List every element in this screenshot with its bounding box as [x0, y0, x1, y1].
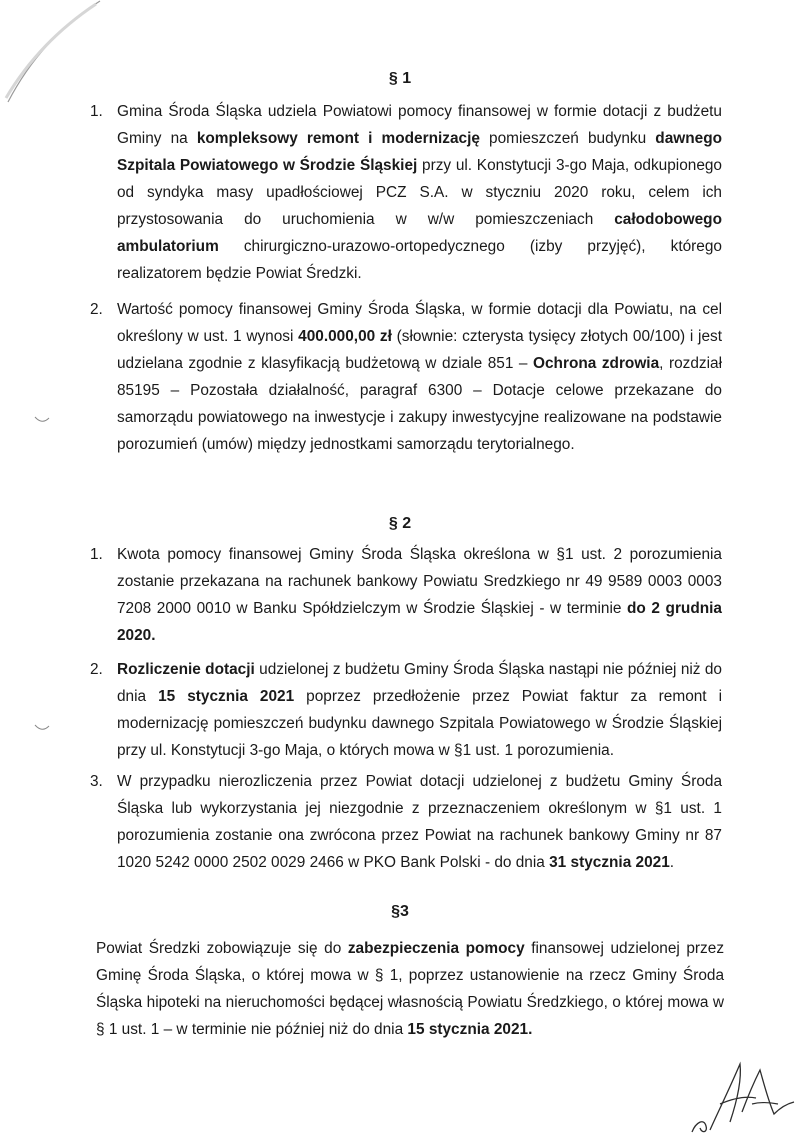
handwritten-signature: [690, 1052, 800, 1134]
item-text: [117, 98, 722, 287]
text-run: , rozdział 85195 – Pozostała działalność, paragraf 6300 – Dotacje celowe przekazane do samorządu powiatowego na inwestycje i zakupy inwestycyjne realizowane na podstawie porozumień (umów) między jednostkami samorządu terytorialnego.: [117, 355, 723, 453]
item-number: 2.: [90, 661, 103, 678]
text-run: udzielonej z budżetu Gminy Środa Śląska nastąpi nie później niż do dnia: [117, 661, 722, 705]
text-run: pomieszczeń budynku: [479, 130, 656, 147]
text-run: chirurgiczno-urazowo-ortopedycznego (izby przyjęć), którego realizatorem będzie Powiat Średzki.: [117, 238, 722, 282]
section-1-item-1: [90, 98, 722, 287]
section-2-item-1: [90, 541, 722, 649]
item-number: 2.: [90, 301, 103, 318]
page-corner-fold: [0, 0, 110, 110]
item-text: [117, 656, 722, 764]
section-2-item-2: [90, 656, 722, 764]
bold-text-run: całodobowego ambulatorium: [117, 211, 722, 255]
item-number: 3.: [90, 773, 103, 790]
section-title: § 2: [388, 515, 412, 532]
text-run: Kwota pomocy finansowej Gminy Środa Śląska określona w §1 ust. 2 porozumienia zostanie przekazana na rachunek bankowy Powiatu Sredzkiego nr 49 9589 0003 0003 7208 2000 0010 w Banku Spółdzielczym w Środzie Śląskiej - w terminie: [117, 546, 722, 617]
item-text: [117, 296, 722, 458]
item-text: [117, 768, 722, 876]
text-run: poprzez przedłożenie przez Powiat faktur za remont i modernizację pomieszczeń budynku dawnego Szpitala Powiatowego w Środzie Śląskiej przy ul. Konstytucji 3-go Maja, o których mowa w §1 ust. 1 porozumienia.: [117, 688, 722, 759]
text-run: przy ul. Konstytucji 3-go Maja, odkupionego od syndyka masy upadłościowej PCZ S.A. w styczniu 2020 roku, celem ich przystosowania do uruchomienia w w/w pomieszczeniach: [117, 157, 722, 228]
item-number: 1.: [90, 546, 103, 563]
bold-text-run: Ochrona zdrowia: [533, 355, 660, 372]
text-run: W przypadku nierozliczenia przez Powiat dotacji udzielonej z budżetu Gminy Środa Śląska lub wykorzystania jej niezgodnie z przeznaczeniem określonym w §1 ust. 1 porozumienia zostanie ona zwrócona przez Powiat na rachunek bankowy Gminy nr 87 1020 5242 0000 2502 0029 2466 w PKO Bank Polski - do dnia: [117, 773, 722, 871]
bold-text-run: 15 stycznia 2021: [158, 688, 295, 705]
bold-text-run: do 2 grudnia 2020.: [117, 600, 722, 644]
binder-hole-mark: [34, 416, 50, 424]
text-run: (słownie: czterysta tysięcy złotych 00/100) i jest udzielana zgodnie z klasyfikacją budżetową w dziale 851 –: [117, 328, 722, 372]
text-run: finansowej udzielonej przez Gminę Środa Śląska, o której mowa w § 1, poprzez ustanowienie na rzecz Gminy Środa Śląska hipoteki na nieruchomości będącej własnością Powiatu Średzkiego, o której mowa w § 1 ust. 1 – w terminie nie później niż do dnia: [96, 940, 725, 1038]
bold-text-run: 15 stycznia 2021.: [407, 1021, 533, 1038]
bold-text-run: kompleksowy remont i modernizację: [196, 130, 480, 147]
section-1-item-2: [90, 296, 722, 458]
text-run: Gmina Środa Śląska udziela Powiatowi pomocy finansowej w formie dotacji z budżetu Gminy na: [117, 103, 722, 147]
item-number: 1.: [90, 103, 103, 120]
bold-text-run: zabezpieczenia pomocy: [347, 940, 525, 957]
section-title: § 1: [388, 70, 412, 87]
section-3-paragraph: [96, 935, 724, 1043]
text-run: .: [669, 854, 675, 871]
text-run: Powiat Średzki zobowiązuje się do: [96, 940, 348, 957]
item-text: [117, 541, 722, 649]
bold-text-run: Rozliczenie dotacji: [117, 661, 255, 678]
bold-text-run: 31 stycznia 2021: [549, 854, 670, 871]
bold-text-run: 400.000,00 zł: [298, 328, 392, 345]
section-title: §3: [391, 903, 409, 920]
binder-hole-mark: [34, 724, 50, 732]
text-run: Wartość pomocy finansowej Gminy Środa Śląska, w formie dotacji dla Powiatu, na cel określony w ust. 1 wynosi: [117, 301, 722, 345]
section-2-item-3: [90, 768, 722, 876]
bold-text-run: dawnego Szpitala Powiatowego w Środzie Śląskiej: [117, 130, 722, 174]
